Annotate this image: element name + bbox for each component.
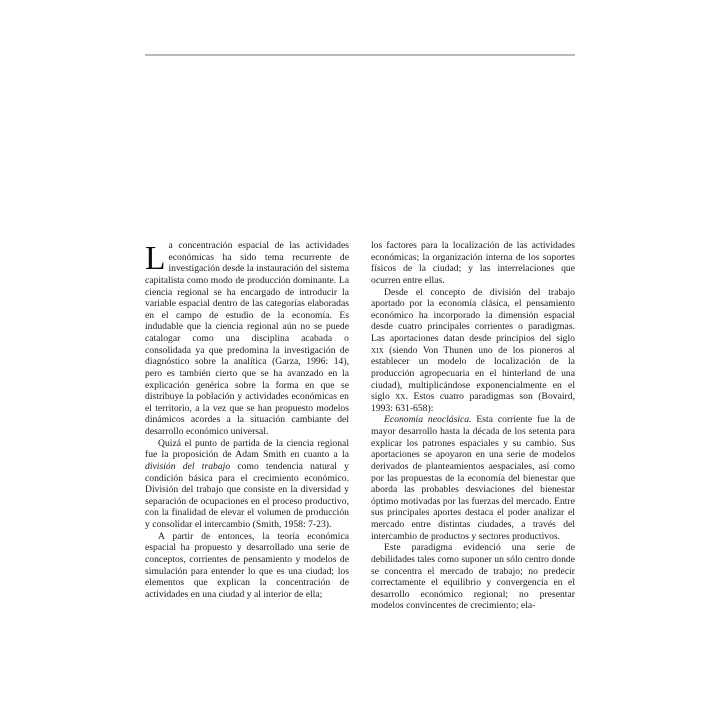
paragraph-paradigmas-part2: (siendo Von Thunen uno de los pioneros al establecer un modelo de localización de la producción agropecuaria en el hinterland de una ciudad), multiplicándose exponencialmente en el siglo [371,344,575,403]
paragraph-adam-smith [145,438,349,531]
small-caps-siglo-xix: xix [371,344,384,356]
paragraph-paradigmas-part3: . Estos cuatro paradigmas son (Bovaird, 1993: 631-658): [371,391,575,414]
paragraph-opening [145,240,349,438]
small-caps-siglo-xx: xx [395,391,406,403]
paragraph-adam-smith-text-after: como tendencia natural y condición básica para el crecimiento económico. División del trabajo que consiste en la diversidad y separación de ocupaciones en el proceso productivo, con la finalidad de elevar el volumen de producción y consolidar el intercambio (Smith, 1958: 7-23). [145,460,349,530]
paragraph-paradigmas-part1: Desde el concepto de división del trabajo aportado por la economía clásica, el pensamiento económico ha incorporado la dimensión espacial desde cuatro principales corrientes o paradigmas. Las aportaciones datan desde principios del siglo [371,286,575,344]
left-column [145,240,349,612]
two-column-text-body [145,240,575,612]
paragraph-teoria-economica-espacial: A partir de entonces, la teoría económica espacial ha propuesto y desarrollado una serie de conceptos, corrientes de pensamiento y modelos de simulación para entender lo que es una ciudad; los elementos que explican la concentración de actividades en una ciudad y al interior de ella; [145,530,349,600]
drop-cap-letter: L [145,240,166,277]
paragraph-factores-localizacion: los factores para la localización de las actividades económicas; la organización interna de los soportes físicos de la ciudad; y las interrelaciones que ocurren entre ellas. [371,240,575,286]
paragraph-economia-neoclasica-text: Esta corriente fue la de mayor desarrollo hasta la década de los setenta para explicar los patrones espaciales y su cambio. Sus aportaciones se apoyaron en una serie de modelos derivados de planteamientos aespaciales, así como por las propuestas de la economía del bienestar que aborda las probables desviaciones del bienestar óptimo motivadas por las fuerzas del mercado. Entre sus principales aportes destaca el poder analizar el mercado entre distintas ciudades, a través del intercambio de productos y sectores productivos. [371,414,576,542]
paragraph-economia-neoclasica [371,414,575,542]
paragraph-division-trabajo-paradigmas [371,287,575,415]
paragraph-opening-text: a concentración espacial de las actividades económicas ha sido tema recurrente de investigación desde la instauración del sistema capitalista como modo de producción dominante. La ciencia regional se ha encargado de introducir la variable espacial dentro de las categorías elaboradas en el campo de estudio de la economía. Es indudable que la ciencia regional aún no se puede catalogar como una disciplina acabada o consolidada ya que predomina la investigación de diagnóstico sobre la analítica (Garza, 1996: 14), pero es también cierto que se ha avanzado en la explicación genérica sobre la forma en que se distribuye la población y actividades económicas en el territorio, a la vez que se han propuesto modelos dinámicos acordes a la situación cambiante del desarrollo económico universal. [145,240,349,437]
italic-economia-neoclasica-heading: Economía neoclásica. [384,414,472,426]
header-rule-divider [145,54,575,56]
right-column [371,240,575,612]
paragraph-debilidades-paradigma: Este paradigma evidenció una serie de debilidades tales como suponer un sólo centro donde se concentra el mercado de trabajo; no predecir correctamente el equilibrio y convergencia en el desarrollo económico regional; no presentar modelos convincentes de crecimiento; ela- [371,542,575,612]
italic-division-del-trabajo: división del trabajo [145,460,231,472]
paragraph-adam-smith-text-before: Quizá el punto de partida de la ciencia regional fue la proposición de Adam Smith en cuanto a la [145,437,349,461]
